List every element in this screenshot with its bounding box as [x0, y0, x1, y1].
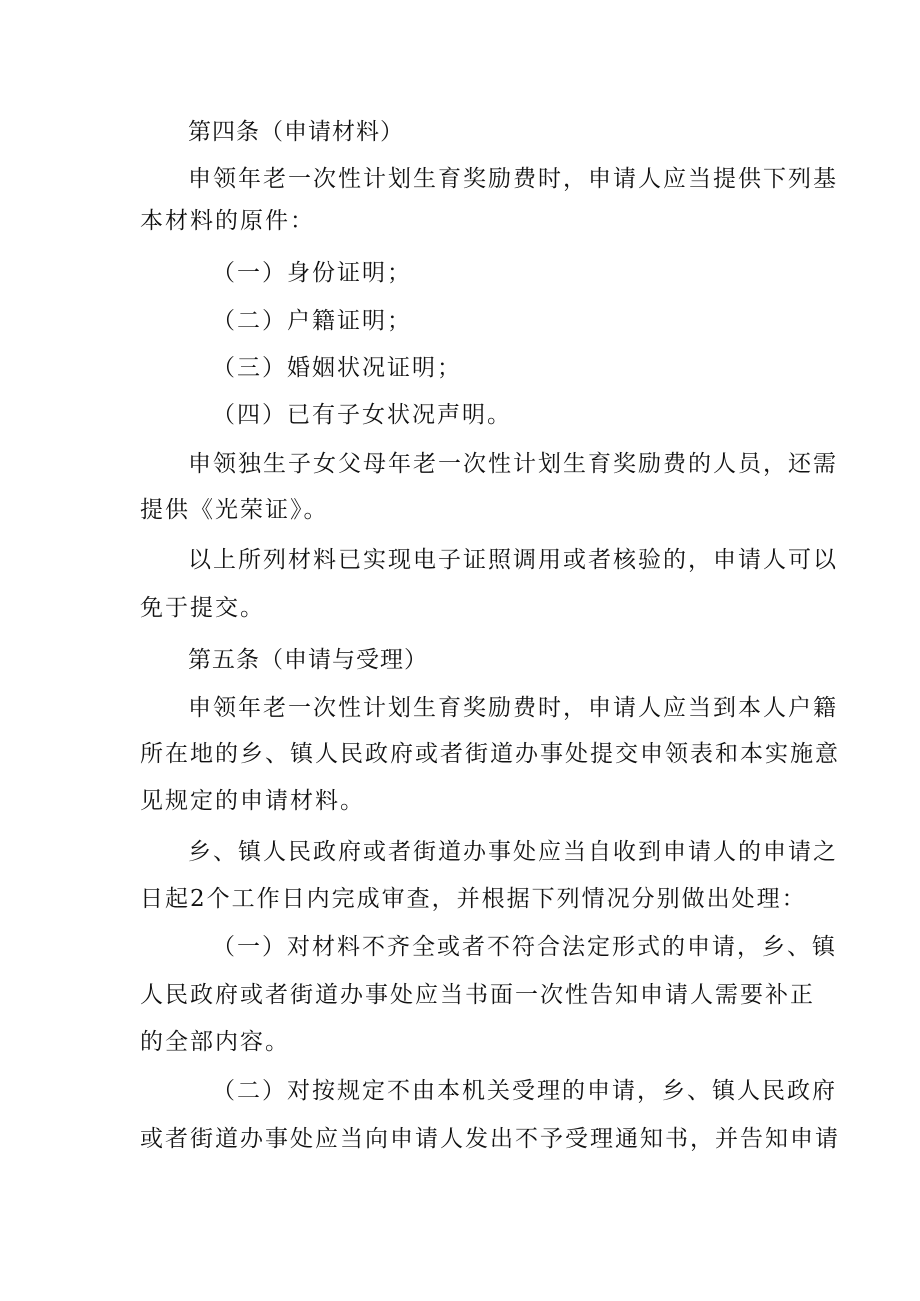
paragraph-line: 申领独生子女父母年老一次性计划生育奖励费的人员，还需: [188, 451, 838, 477]
paragraph-line: 所在地的乡、镇人民政府或者街道办事处提交申领表和本实施意: [140, 741, 840, 767]
article-4-heading: 第四条（申请材料）: [188, 119, 404, 145]
list-item: （二）对按规定不由本机关受理的申请，乡、镇人民政府: [212, 1078, 837, 1104]
paragraph-line: 人民政府或者街道办事处应当书面一次性告知申请人需要补正: [140, 982, 815, 1008]
list-item: （二）户籍证明；: [212, 308, 412, 334]
paragraph-line: 见规定的申请材料。: [140, 788, 365, 814]
paragraph-line: 提供《光荣证》。: [140, 497, 329, 523]
paragraph-line: 乡、镇人民政府或者街道办事处应当自收到申请人的申请之: [188, 839, 838, 865]
list-item: （四）已有子女状况声明。: [212, 402, 512, 428]
paragraph-line: 或者街道办事处应当向申请人发出不予受理通知书，并告知申请: [140, 1126, 840, 1152]
paragraph-line: 本材料的原件：: [140, 208, 315, 234]
paragraph-line: 免于提交。: [140, 595, 265, 621]
list-item: （三）婚姻状况证明；: [212, 355, 462, 381]
paragraph-line: 申领年老一次性计划生育奖励费时，申请人应当到本人户籍: [188, 695, 838, 721]
paragraph-line: 以上所列材料已实现电子证照调用或者核验的，申请人可以: [188, 547, 838, 573]
list-item: （一）对材料不齐全或者不符合法定形式的申请，乡、镇: [212, 934, 837, 960]
paragraph-line: 日起2个工作日内完成审查，并根据下列情况分别做出处理：: [140, 886, 807, 912]
article-5-heading: 第五条（申请与受理）: [188, 647, 428, 673]
list-item: （一）身份证明；: [212, 260, 412, 286]
paragraph-line: 的全部内容。: [140, 1029, 290, 1055]
paragraph-line: 申领年老一次性计划生育奖励费时，申请人应当提供下列基: [188, 166, 838, 192]
